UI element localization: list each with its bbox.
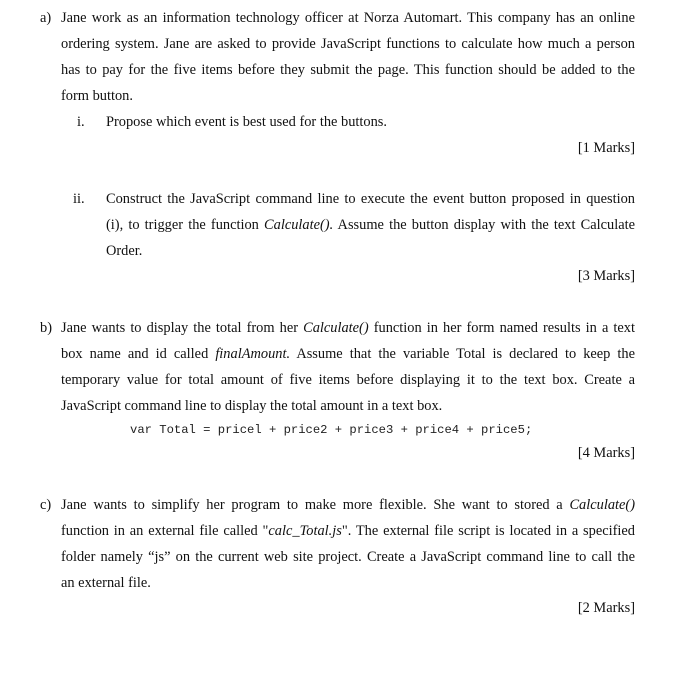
question-b-line-1-post: function in her form named results in a text (368, 320, 635, 336)
sub-question-ii-label: ii. (73, 191, 85, 207)
question-b-line-1 (61, 320, 635, 337)
sub-question-i-label: i. (77, 114, 85, 130)
question-c-marks: [2 Marks] (577, 600, 635, 616)
question-c-label: c) (40, 497, 52, 513)
sub-question-ii-line-1: Construct the JavaScript command line to execute the event button proposed in question (106, 191, 635, 207)
question-c-line-4: an external file. (61, 575, 151, 591)
sub-question-ii-line-2-pre: (i), to trigger the function (106, 217, 265, 233)
sub-question-i-text: Propose which event is best used for the buttons. (106, 114, 387, 130)
sub-question-ii-line-2-post: Assume the button display with the text Calculate (333, 217, 635, 233)
sub-question-i-marks: [1 Marks] (577, 140, 635, 156)
question-a-line-3: has to pay for the five items before they submit the page. This function should be added to the (61, 62, 635, 78)
question-a-line-2: ordering system. Jane are asked to provide JavaScript functions to calculate how much a person (61, 36, 635, 52)
question-c-line-2-post: ". The external file script is located in a specified (341, 523, 635, 539)
question-c-line-2 (61, 523, 635, 540)
question-b-line-2-post: Assume that the variable Total is declared to keep the (290, 346, 635, 362)
sub-question-ii-line-3: Order. (106, 243, 143, 259)
question-a-line-1: Jane work as an information technology officer at Norza Automart. This company has an online (61, 10, 635, 26)
calculate-function-name: Calculate() (303, 320, 369, 336)
question-b-line-2 (61, 346, 635, 363)
question-b-line-3: temporary value for total amount of five items before displaying it to the text box. Create a (61, 372, 635, 388)
question-b-line-4: JavaScript command line to display the total amount in a text box. (61, 398, 443, 414)
question-b-line-2-pre: box name and id called (61, 346, 216, 362)
external-file-name: calc_Total.js (268, 523, 342, 539)
sub-question-ii-line-2 (106, 217, 635, 234)
code-snippet: var Total = pricel + price2 + price3 + price4 + price5; (130, 423, 533, 437)
question-c-line-1 (61, 497, 635, 514)
final-amount-id: finalAmount. (215, 346, 291, 362)
question-b-label: b) (40, 320, 52, 336)
sub-question-ii-marks: [3 Marks] (577, 268, 635, 284)
question-c-line-1-pre: Jane wants to simplify her program to make more flexible. She want to stored a (61, 497, 570, 513)
question-c-line-2-pre: function in an external file called " (61, 523, 269, 539)
question-c-line-3: folder namely “js” on the current web site project. Create a JavaScript command line to call the (61, 549, 635, 565)
question-a-line-4: form button. (61, 88, 133, 104)
question-b-marks: [4 Marks] (577, 445, 635, 461)
question-a-label: a) (40, 10, 52, 26)
calculate-function-name: Calculate() (569, 497, 635, 513)
calculate-function-name: Calculate(). (264, 217, 334, 233)
question-b-line-1-pre: Jane wants to display the total from her (61, 320, 304, 336)
